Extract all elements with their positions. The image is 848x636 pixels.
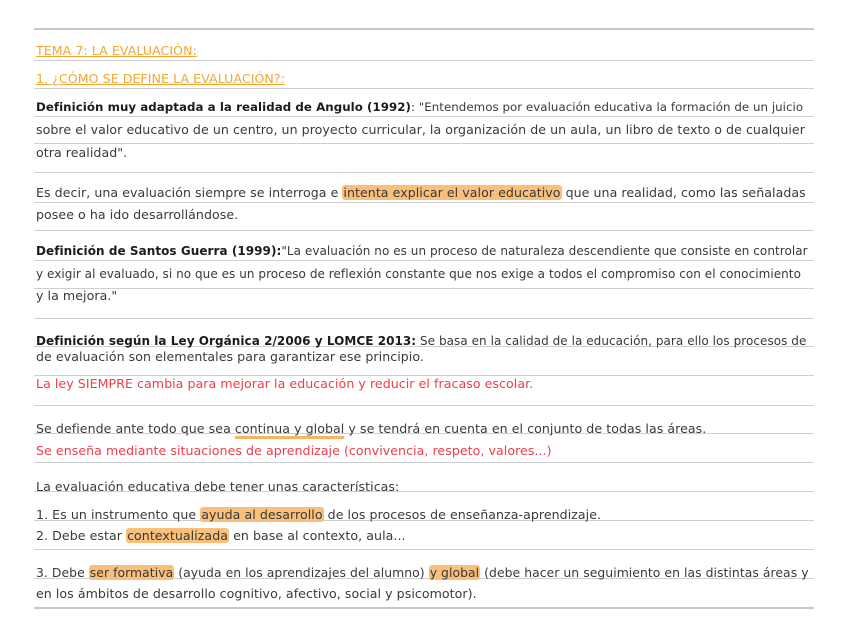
characteristic-item-1 [36,507,601,523]
definition-ley-line1 [36,333,806,349]
defend-text: Se defiende ante todo que sea [36,421,235,436]
characteristic-item-3-line2: en los ámbitos de desarrollo cognitivo, afectivo, social y psicomotor). [36,586,477,601]
highlighted-phrase: ayuda al desarrollo [201,507,323,522]
definition-text: Se basa en la calidad de la educación, para ello los procesos de [416,334,807,348]
ruled-line [34,143,814,144]
explanation-text: que una realidad, como las señaladas [561,185,806,200]
ruled-line [34,172,814,173]
item-text: (debe hacer un seguimiento en las distintas áreas y [480,565,809,580]
ruled-line [34,230,814,231]
bottom-border [34,607,814,609]
highlighted-phrase: y global [429,565,480,580]
defend-line [36,421,706,437]
characteristics-intro: La evaluación educativa debe tener unas características: [36,479,400,494]
ruled-line [34,202,814,203]
item-text: 1. Es un instrumento que [36,507,201,522]
ruled-line [34,88,814,89]
highlighted-phrase: intenta explicar el valor educativo [343,185,561,200]
definition-angulo-line1 [36,99,803,115]
definition-santos-line1 [36,243,808,259]
item-text: 2. Debe estar [36,528,127,543]
highlighted-phrase: contextualizada [127,528,229,543]
ruled-line [34,405,814,406]
characteristic-item-3-line1 [36,565,809,581]
definition-author: Definición de Santos Guerra (1999): [36,244,282,258]
definition-text: "La evaluación no es un proceso de naturaleza descendiente que consiste en controlar [281,244,808,258]
topic-heading: TEMA 7: LA EVALUACIÓN: [36,43,197,58]
definition-angulo-line2: sobre el valor educativo de un centro, un proyecto curricular, la organización de un aula, un libro de texto o de cualquier [36,122,805,137]
note-situaciones: Se enseña mediante situaciones de aprendizaje (convivencia, respeto, valores...) [36,443,552,458]
definition-author: Definición según la Ley Orgánica 2/2006 y LOMCE 2013: [36,334,417,348]
defend-text: y se tendrá en cuenta en el conjunto de todas las áreas. [344,421,707,436]
ruled-line [34,549,814,550]
item-text: en base al contexto, aula... [229,528,406,543]
item-text: (ayuda en los aprendizajes del alumno) [174,565,429,580]
top-border [34,28,814,30]
explanation-line1 [36,185,806,201]
definition-santos-line2: y exigir al evaluado, si no que es un proceso de reflexión constante que nos exige a todos el compromiso con el conocimiento [36,267,801,281]
item-text: 3. Debe [36,565,89,580]
ruled-line [34,60,814,61]
definition-angulo-line3: otra realidad". [36,145,128,160]
ruled-line [34,462,814,463]
definition-text: : "Entendemos por evaluación educativa la formación de un juicio [410,100,804,114]
ruled-line [34,116,814,117]
explanation-text: Es decir, una evaluación siempre se interroga e [36,185,343,200]
ruled-line [34,260,814,261]
question-heading: 1. ¿CÓMO SE DEFINE LA EVALUACIÓN?: [36,71,285,86]
definition-author: Definición muy adaptada a la realidad de Angulo (1992) [36,100,411,114]
ruled-line [34,288,814,289]
highlighted-phrase: continua y global [235,421,344,439]
highlighted-phrase: ser formativa [89,565,174,580]
item-text: de los procesos de enseñanza-aprendizaje. [323,507,602,522]
characteristic-item-2 [36,528,406,544]
definition-santos-line3: y la mejora." [36,288,118,303]
definition-ley-line2: de evaluación son elementales para garantizar ese principio. [36,349,424,364]
ruled-line [34,318,814,319]
note-ley: La ley SIEMPRE cambia para mejorar la educación y reducir el fracaso escolar. [36,376,534,391]
explanation-line2: posee o ha ido desarrollándose. [36,207,239,222]
